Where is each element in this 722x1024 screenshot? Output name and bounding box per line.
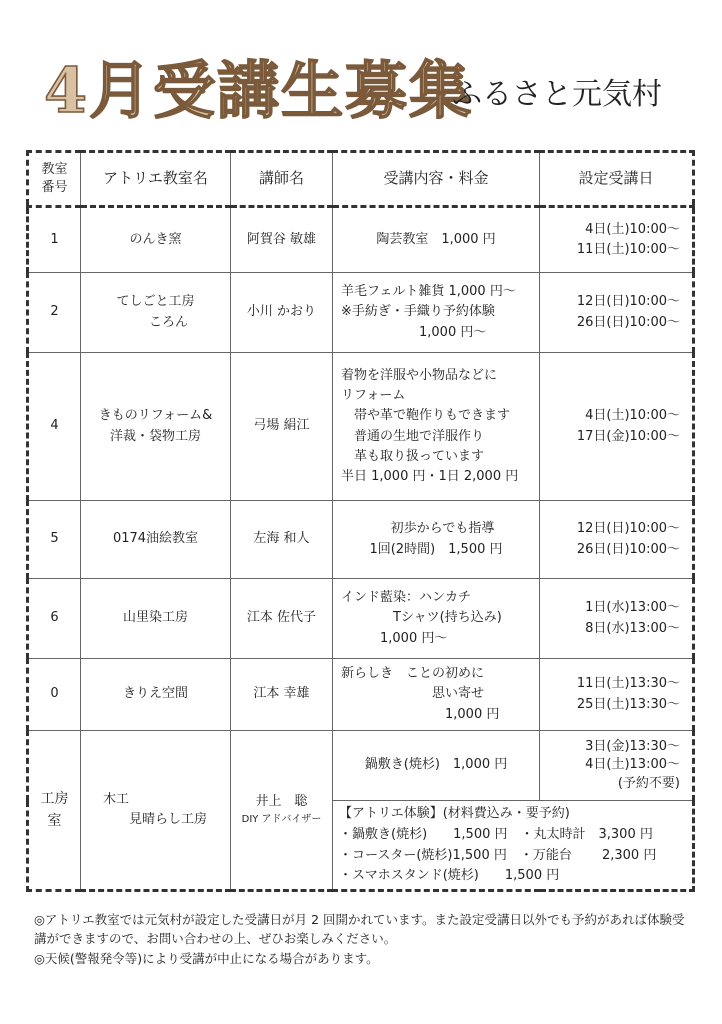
header-teacher: 講師名 — [231, 152, 333, 207]
row-content: 初歩からでも指導 1回(2時間) 1,500 円 — [333, 501, 540, 579]
row-teacher: 阿賀谷 敏雄 — [231, 207, 333, 273]
row-name: のんき窯 — [81, 207, 231, 273]
table-row — [28, 579, 694, 659]
row-teacher: 小川 かおり — [231, 273, 333, 353]
row-teacher: 左海 和人 — [231, 501, 333, 579]
experience-items: ・鍋敷き(焼杉) 1,500 円 ・丸太時計 3,300 円 ・コースター(焼杉)1,500 円 ・万能台 2,300 円 ・スマホスタンド(焼杉) 1,500 円 — [339, 827, 657, 883]
row-name: 山里染工房 — [81, 579, 231, 659]
row-name: 木工 見晴らし工房 — [81, 731, 231, 891]
schedule-table — [26, 150, 695, 892]
row-name: きりえ空間 — [81, 659, 231, 731]
header-name: アトリエ教室名 — [81, 152, 231, 207]
page-title: 4月受講生募集 — [44, 54, 474, 127]
row-dates: 3日(金)13:30～ 4日(土)13:00～ (予約不要) — [540, 731, 694, 801]
row-no: 5 — [28, 501, 81, 579]
row-dates: 11日(土)13:30～ 25日(土)13:30～ — [540, 659, 694, 731]
notes — [34, 910, 694, 968]
row-name: てしごと工房 ころん — [81, 273, 231, 353]
row-name: 0174油絵教室 — [81, 501, 231, 579]
table-row — [28, 207, 694, 273]
row-content: 鍋敷き(焼杉) 1,000 円 — [333, 731, 540, 801]
table-row — [28, 501, 694, 579]
row-no: 6 — [28, 579, 81, 659]
row-teacher: 江本 幸雄 — [231, 659, 333, 731]
row-no: 2 — [28, 273, 81, 353]
row-teacher-role: DIY アドバイザー — [241, 814, 322, 826]
row-no: 4 — [28, 353, 81, 501]
experience-title: 【アトリエ体験】(材料費込み・要予約) — [339, 806, 570, 822]
table-row-workshop — [28, 731, 694, 801]
row-content: 着物を洋服や小物品などに リフォーム 帯や革で鞄作りもできます 普通の生地で洋服作り 革も取り扱っています 半日 1,000 円・1日 2,000 円 — [333, 353, 540, 501]
table-row — [28, 659, 694, 731]
row-content: 陶芸教室 1,000 円 — [333, 207, 540, 273]
row-content: インド藍染：ハンカチ Tシャツ(持ち込み) 1,000 円～ — [333, 579, 540, 659]
row-content: 羊毛フェルト雑貨 1,000 円～ ※手紡ぎ・手織り予約体験 1,000 円～ — [333, 273, 540, 353]
table-header-row — [28, 152, 694, 207]
row-teacher-cell — [231, 731, 333, 891]
row-name: きものリフォーム& 洋裁・袋物工房 — [81, 353, 231, 501]
table-row — [28, 353, 694, 501]
page-subtitle: ふるさと元気村 — [452, 77, 662, 112]
row-dates: 4日(土)10:00～ 17日(金)10:00～ — [540, 353, 694, 501]
row-teacher: 弓場 絹江 — [231, 353, 333, 501]
experience-cell — [333, 801, 694, 891]
row-content: 新らしき ことの初めに 思い寄せ 1,000 円 — [333, 659, 540, 731]
note-item: ◎天候(警報発令等)により受講が中止になる場合があります。 — [34, 950, 379, 966]
row-teacher: 江本 佐代子 — [231, 579, 333, 659]
row-no: 0 — [28, 659, 81, 731]
header-no: 教室 番号 — [28, 152, 81, 207]
row-no: 工房 室 — [28, 731, 81, 891]
header-dates: 設定受講日 — [540, 152, 694, 207]
row-dates: 12日(日)10:00～ 26日(日)10:00～ — [540, 501, 694, 579]
row-dates: 4日(土)10:00～ 11日(土)10:00～ — [540, 207, 694, 273]
row-no: 1 — [28, 207, 81, 273]
header-content: 受講内容・料金 — [333, 152, 540, 207]
note-item: ◎アトリエ教室では元気村が設定した受講日が月 2 回開かれています。また設定受講日以外でも予約があれば体験受講ができますので、お問い合わせの上、ぜひお楽しみください。 — [34, 912, 685, 947]
row-teacher: 井上 聡 — [255, 794, 308, 810]
table-row — [28, 273, 694, 353]
row-dates: 1日(水)13:00～ 8日(水)13:00～ — [540, 579, 694, 659]
row-dates: 12日(日)10:00～ 26日(日)10:00～ — [540, 273, 694, 353]
